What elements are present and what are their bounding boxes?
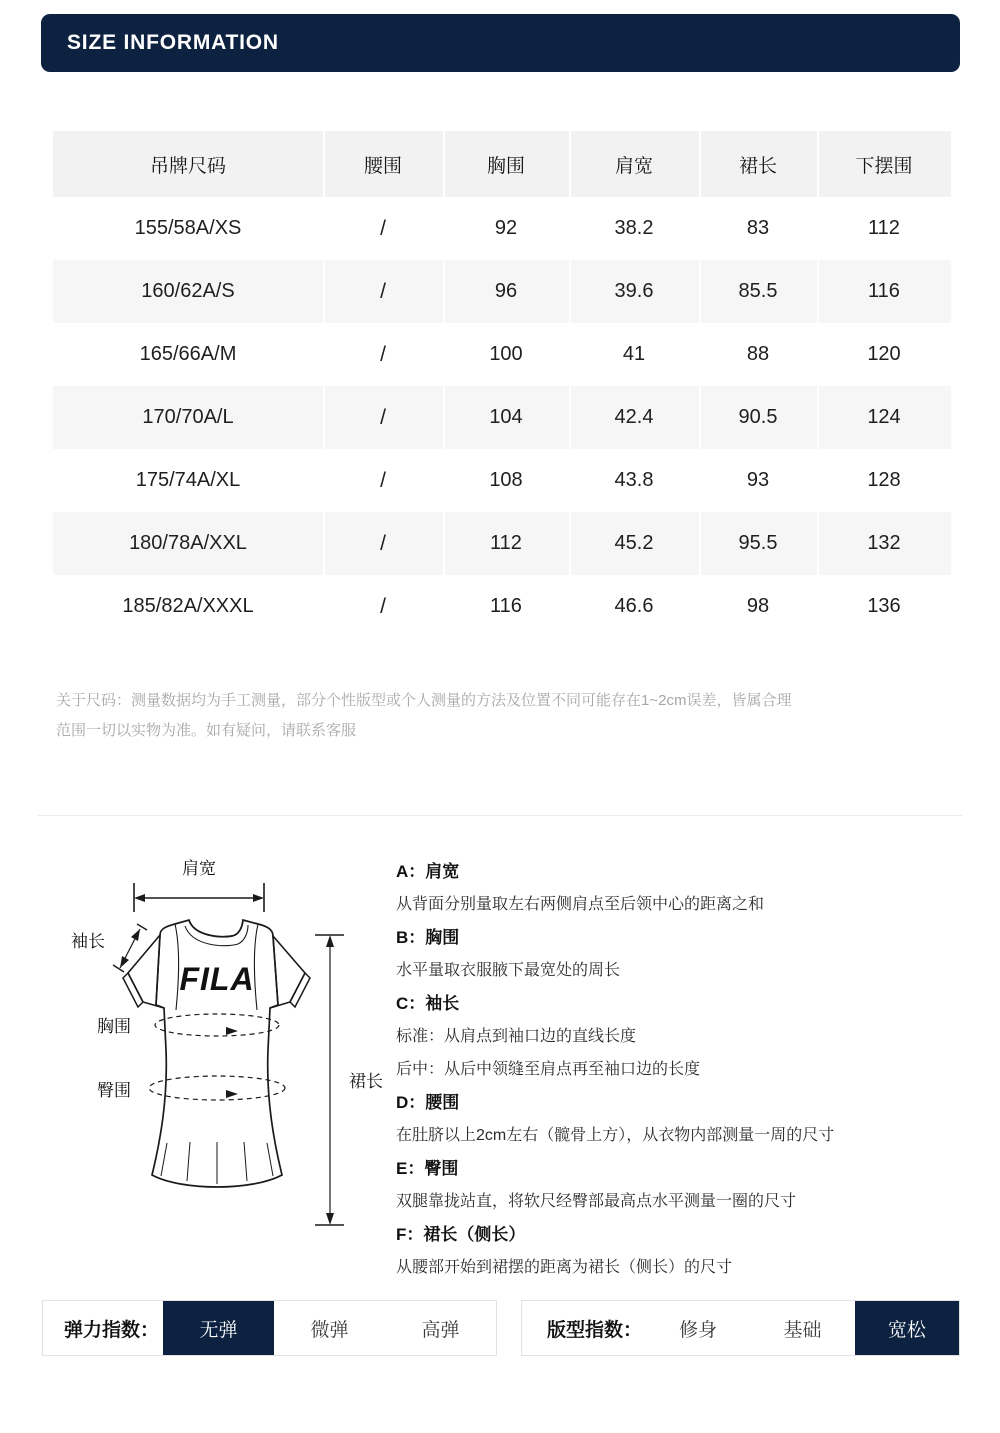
cell-waist: /	[323, 575, 443, 638]
label-shoulder-width: 肩宽	[182, 859, 216, 878]
cell-waist: /	[323, 386, 443, 449]
cell-tag-size: 155/58A/XS	[134, 217, 242, 239]
fila-brand-logo: FILA	[179, 961, 255, 997]
cell-waist: /	[323, 260, 443, 323]
cell-bust: 112	[443, 512, 569, 575]
cell-bust: 104	[443, 386, 569, 449]
note-line-2: 范围一切以实物为准。如有疑问，请联系客服	[56, 722, 357, 739]
cell-tag-size: 185/82A/XXXL	[122, 595, 254, 617]
cell-shoulder: 42.4	[569, 386, 699, 449]
fit-option-regular[interactable]: 基础	[783, 1319, 822, 1341]
elasticity-option-slight-stretch[interactable]: 微弹	[310, 1319, 349, 1341]
cell-bust: 92	[443, 197, 569, 260]
guide-desc-e: 双腿靠拢站直，将软尺经臀部最高点水平测量一圈的尺寸	[396, 1193, 797, 1210]
table-row	[53, 323, 951, 386]
dress-measurement-diagram	[42, 850, 392, 1270]
cell-shoulder: 39.6	[569, 260, 699, 323]
table-row	[53, 386, 951, 449]
cell-hem: 128	[817, 449, 951, 512]
guide-desc-c-1: 标准：从肩点到袖口边的直线长度	[396, 1028, 637, 1045]
table-row	[53, 260, 951, 323]
size-disclaimer-note	[56, 686, 961, 746]
cell-bust: 100	[443, 323, 569, 386]
measurement-guide	[396, 855, 966, 1284]
cell-tag-size: 180/78A/XXL	[129, 532, 247, 554]
cell-length: 83	[699, 197, 817, 260]
cell-hem: 124	[817, 386, 951, 449]
cell-hem: 132	[817, 512, 951, 575]
label-sleeve-length: 袖长	[71, 932, 105, 951]
elasticity-option-no-stretch[interactable]: 无弹	[163, 1301, 274, 1355]
label-bust: 胸围	[97, 1017, 131, 1036]
table-row	[53, 449, 951, 512]
column-header-bust: 胸围	[443, 131, 569, 197]
cell-waist: /	[323, 449, 443, 512]
guide-desc-b: 水平量取衣服腋下最宽处的周长	[396, 962, 621, 979]
cell-bust: 96	[443, 260, 569, 323]
guide-title-e: E：臀围	[396, 1159, 459, 1178]
guide-desc-c-2: 后中：从后中领缝至肩点再至袖口边的长度	[396, 1061, 701, 1078]
cell-length: 93	[699, 449, 817, 512]
cell-length: 95.5	[699, 512, 817, 575]
column-header-waist: 腰围	[323, 131, 443, 197]
cell-hem: 112	[817, 197, 951, 260]
guide-title-b: B：胸围	[396, 928, 460, 947]
guide-title-d: D：腰围	[396, 1093, 460, 1112]
cell-tag-size: 160/62A/S	[141, 280, 235, 302]
cell-shoulder: 38.2	[569, 197, 699, 260]
cell-shoulder: 43.8	[569, 449, 699, 512]
page-header-banner	[41, 14, 960, 72]
cell-length: 85.5	[699, 260, 817, 323]
guide-desc-d: 在肚脐以上2cm左右（髋骨上方），从衣物内部测量一周的尺寸	[396, 1127, 835, 1144]
elasticity-option-high-stretch[interactable]: 高弹	[421, 1319, 460, 1341]
cell-shoulder: 46.6	[569, 575, 699, 638]
cell-shoulder: 45.2	[569, 512, 699, 575]
cell-hem: 116	[817, 260, 951, 323]
cell-hem: 120	[817, 323, 951, 386]
page-title: SIZE INFORMATION	[67, 31, 279, 54]
cell-length: 90.5	[699, 386, 817, 449]
dress-illustration-svg	[42, 850, 392, 1270]
column-header-shoulder: 肩宽	[569, 131, 699, 197]
column-header-hem: 下摆围	[817, 131, 951, 197]
column-header-length: 裙长	[699, 131, 817, 197]
cell-waist: /	[323, 197, 443, 260]
cell-length: 88	[699, 323, 817, 386]
table-row	[53, 575, 951, 638]
fit-option-slim[interactable]: 修身	[679, 1319, 718, 1341]
cell-tag-size: 165/66A/M	[139, 343, 237, 365]
cell-tag-size: 175/74A/XL	[135, 469, 241, 491]
cell-tag-size: 170/70A/L	[142, 406, 234, 428]
table-row	[53, 197, 951, 260]
column-header-tag-size: 吊牌尺码	[149, 155, 226, 177]
guide-desc-f: 从腰部开始到裙摆的距离为裙长（侧长）的尺寸	[396, 1259, 733, 1276]
guide-title-a: A：肩宽	[396, 862, 460, 881]
label-dress-length: 裙长	[349, 1072, 383, 1091]
guide-desc-a: 从背面分别量取左右两侧肩点至后领中心的距离之和	[396, 896, 765, 913]
fit-option-loose[interactable]: 宽松	[855, 1301, 959, 1355]
cell-bust: 116	[443, 575, 569, 638]
guide-title-c: C：袖长	[396, 994, 460, 1013]
cell-hem: 136	[817, 575, 951, 638]
guide-title-f: F：裙长（侧长）	[396, 1225, 526, 1244]
elasticity-index-label: 弹力指数：	[64, 1319, 160, 1341]
fit-index-label: 版型指数：	[547, 1319, 643, 1341]
size-table	[53, 131, 951, 638]
fit-index-bar	[521, 1300, 960, 1356]
cell-shoulder: 41	[569, 323, 699, 386]
table-header-row	[53, 131, 951, 197]
cell-waist: /	[323, 512, 443, 575]
cell-bust: 108	[443, 449, 569, 512]
cell-length: 98	[699, 575, 817, 638]
elasticity-index-bar	[42, 1300, 497, 1356]
note-line-1: 关于尺码：测量数据均为手工测量，部分个性版型或个人测量的方法及位置不同可能存在1~2cm误差，皆属合理	[56, 692, 792, 709]
section-divider	[38, 815, 962, 816]
cell-waist: /	[323, 323, 443, 386]
label-hip: 臀围	[97, 1081, 131, 1100]
table-row	[53, 512, 951, 575]
